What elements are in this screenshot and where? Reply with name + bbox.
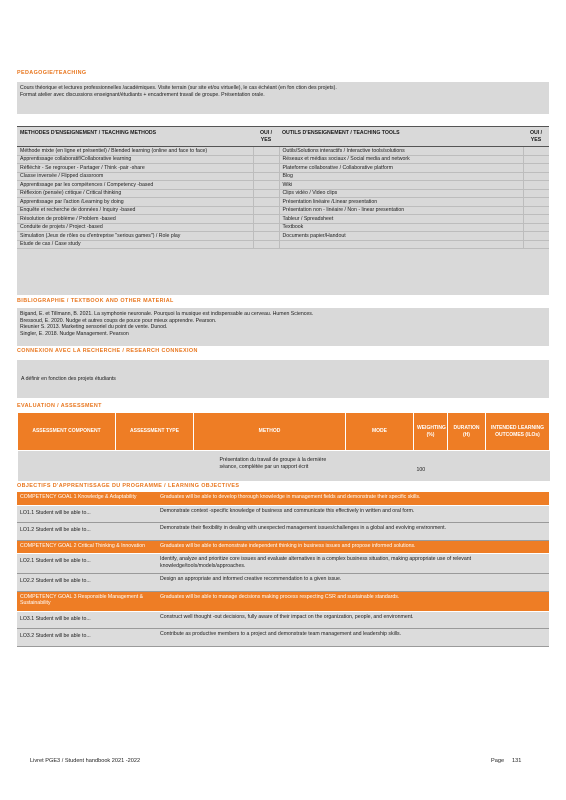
- learning-outcome-text: Construct well thought -out decisions, fully aware of their impact on the organization, people, and environment.: [157, 611, 549, 629]
- mode-cell: [346, 451, 414, 481]
- method-checkbox[interactable]: [253, 164, 279, 173]
- methods-header: METHODES D'ENSEIGNEMENT / TEACHING METHODS: [17, 127, 253, 147]
- tools-header: OUTILS D'ENSEIGNEMENT / TEACHING TOOLS: [279, 127, 523, 147]
- methods-row: [17, 215, 549, 224]
- tool-cell: Blog: [279, 172, 523, 181]
- learning-outcome-row: [17, 611, 549, 629]
- research-title: CONNEXION AVEC LA RECHERCHE / RESEARCH CONNEXION: [17, 348, 198, 354]
- tool-checkbox[interactable]: [523, 164, 549, 173]
- tools-yes-header: OUI / YES: [523, 127, 549, 147]
- learning-outcome-code: LO1.2 Student will be able to...: [17, 523, 157, 541]
- duration-header: DURATION (H): [448, 413, 486, 451]
- duration-cell: [448, 451, 486, 481]
- tool-checkbox[interactable]: [523, 189, 549, 198]
- method-checkbox[interactable]: [253, 189, 279, 198]
- method-cell: Réfléchir - Se regrouper - Partager / Think -pair -share: [17, 164, 253, 173]
- bibliography-line: Singler, E. 2018. Nudge Management. Pearson: [20, 330, 129, 337]
- tool-cell: [279, 240, 523, 249]
- component-header: ASSESSMENT COMPONENT: [18, 413, 116, 451]
- learning-outcome-row: [17, 505, 549, 523]
- methods-header-row: [17, 127, 549, 147]
- bibliography-box: [17, 308, 549, 346]
- learning-outcome-text: Contribute as productive members to a project and demonstrate team management and leadership skills.: [157, 629, 549, 647]
- tool-cell: Plateforme collaborative / Collaborative platform: [279, 164, 523, 173]
- methods-row: [17, 147, 549, 156]
- learning-outcome-row: [17, 574, 549, 592]
- competency-statement: Graduates will be able to demonstrate independent thinking in business issues and propose informed solutions.: [157, 540, 549, 554]
- competency-goal-row: [17, 492, 549, 505]
- method-checkbox[interactable]: [253, 147, 279, 156]
- method-checkbox[interactable]: [253, 198, 279, 207]
- tool-cell: Réseaux et médias sociaux / Social media and network: [279, 155, 523, 164]
- learning-outcome-row: [17, 629, 549, 647]
- methods-row: [17, 164, 549, 173]
- method-cell: Apprentissage par les compétences / Competency -based: [17, 181, 253, 190]
- method-checkbox[interactable]: [253, 155, 279, 164]
- objectives-table: [17, 492, 549, 647]
- methods-row: [17, 181, 549, 190]
- method-checkbox[interactable]: [253, 206, 279, 215]
- tool-checkbox[interactable]: [523, 223, 549, 232]
- objectives-table-wrap: [17, 492, 549, 647]
- competency-statement: Graduates will be able to manage decisions making process respecting CSR and sustainable standards.: [157, 591, 549, 611]
- methods-row: [17, 155, 549, 164]
- tool-checkbox[interactable]: [523, 147, 549, 156]
- method-cell: Conduite de projets / Project -based: [17, 223, 253, 232]
- tool-checkbox[interactable]: [523, 198, 549, 207]
- tool-cell: Textbook: [279, 223, 523, 232]
- type-header: ASSESSMENT TYPE: [116, 413, 194, 451]
- bibliography-line: Bigand, E. et Tillmann, B. 2021. La symphonie neuronale. Pourquoi la musique est indispensable au cerveau. Humen Sciences.: [20, 311, 314, 317]
- weighting-cell: 100: [414, 451, 448, 481]
- methods-table: [17, 126, 549, 249]
- method-checkbox[interactable]: [253, 172, 279, 181]
- weighting-header: WEIGHTING (%): [414, 413, 448, 451]
- methods-row: [17, 206, 549, 215]
- competency-goal-row: [17, 591, 549, 611]
- evaluation-table-wrap: [17, 412, 549, 481]
- method-cell: Méthode mixte (en ligne et présentiel) / Blended learning (online and face to face): [17, 147, 253, 156]
- outcomes-cell: [486, 451, 550, 481]
- tool-checkbox[interactable]: [523, 181, 549, 190]
- learning-outcome-code: LO2.2 Student will be able to...: [17, 574, 157, 592]
- learning-outcome-code: LO3.2 Student will be able to...: [17, 629, 157, 647]
- research-box: [17, 360, 549, 398]
- pedagogy-text-2: Format atelier avec discussions enseignant/étudiants + encadrement travail de groupe. Présentation orale.: [20, 91, 265, 98]
- competency-goal: COMPETENCY GOAL 3 Responsible Management & Sustainability: [17, 591, 157, 611]
- method-checkbox[interactable]: [253, 240, 279, 249]
- learning-outcome-row: [17, 554, 549, 574]
- method-cell: Enquête et recherche de données / Inquiry -based: [17, 206, 253, 215]
- learning-outcome-text: Design an appropriate and informed creative recommendation to a given issue.: [157, 574, 549, 592]
- bibliography-line: Rieunier S. 2013. Marketing sensoriel du point de vente. Dunod.: [20, 324, 168, 330]
- method-cell: Réflexion (pensée) critique / Critical thinking: [17, 189, 253, 198]
- tool-cell: Présentation linéaire /Linear presentation: [279, 198, 523, 207]
- footer-page-number: 131: [512, 758, 522, 764]
- pedagogy-text-1: Cours théorique et lectures professionnelles /académiques. Visite terrain (sur site et/ou virtuelle), le cas échéant (en fon ction des projets).: [20, 85, 337, 91]
- method-cell: Présentation du travail de groupe à la dernière séance, complétée par un rapport écrit: [194, 451, 346, 481]
- learning-outcome-text: Demonstrate context -specific knowledge of business and communicate this effectively in written and oral form.: [157, 505, 549, 523]
- evaluation-row: [18, 451, 550, 481]
- bibliography-title: BIBLIOGRAPHIE / TEXTBOOK AND OTHER MATERIAL: [17, 298, 174, 304]
- tool-checkbox[interactable]: [523, 155, 549, 164]
- methods-row: [17, 189, 549, 198]
- tool-cell: Clips vidéo / Video clips: [279, 189, 523, 198]
- objectives-title: OBJECTIFS D'APPRENTISSAGE DU PROGRAMME / LEARNING OBJECTIVES: [17, 483, 240, 489]
- mode-header: MODE: [346, 413, 414, 451]
- methods-row: [17, 223, 549, 232]
- tool-cell: Tableur / Spreadsheet: [279, 215, 523, 224]
- competency-goal: COMPETENCY GOAL 2 Critical Thinking & Innovation: [17, 540, 157, 554]
- methods-row: [17, 232, 549, 241]
- method-cell: Simulation (Jeux de rôles ou d'entreprise "serious games") / Role play: [17, 232, 253, 241]
- learning-outcome-code: LO3.1 Student will be able to...: [17, 611, 157, 629]
- tool-checkbox[interactable]: [523, 215, 549, 224]
- method-header: METHOD: [194, 413, 346, 451]
- bibliography-line: Bressoud, E. 2020. Nudge et autres coups de pouce pour mieux apprendre. Pearson.: [20, 317, 217, 324]
- method-checkbox[interactable]: [253, 223, 279, 232]
- method-cell: Etude de cas / Case study: [17, 240, 253, 249]
- method-cell: Apprentissage collaboratif/Collaborative learning: [17, 155, 253, 164]
- tool-checkbox[interactable]: [523, 232, 549, 241]
- methods-table-box: [17, 126, 549, 295]
- method-checkbox[interactable]: [253, 232, 279, 241]
- evaluation-title: EVALUATION / ASSESSMENT: [17, 403, 102, 409]
- pedagogy-title: PEDAGOGIE/TEACHING: [17, 70, 87, 76]
- evaluation-header-row: [18, 413, 550, 451]
- footer-page-label: Page: [491, 758, 505, 764]
- component-cell: [18, 451, 116, 481]
- methods-yes-header: OUI / YES: [253, 127, 279, 147]
- method-cell: Classe inversée / Flipped classroom: [17, 172, 253, 181]
- method-checkbox[interactable]: [253, 215, 279, 224]
- type-cell: [116, 451, 194, 481]
- tool-cell: Documents papier/Handout: [279, 232, 523, 241]
- competency-statement: Graduates will be able to develop thorough knowledge in management fields and demonstrate their specific skills.: [157, 492, 549, 505]
- footer-handbook: Livret PGE3 / Student handbook 2021 -2022: [30, 758, 141, 764]
- method-cell: Apprentissage par l'action /Learning by doing: [17, 198, 253, 207]
- evaluation-table: [17, 412, 550, 481]
- competency-goal: COMPETENCY GOAL 1 Knowledge & Adaptability: [17, 492, 157, 505]
- outcomes-header: INTENDED LEARNING OUTCOMES (ILOs): [486, 413, 550, 451]
- learning-outcome-row: [17, 523, 549, 541]
- competency-goal-row: [17, 540, 549, 554]
- research-text: A définir en fonction des projets étudiants: [21, 376, 116, 382]
- tool-cell: Outils/Solutions interactifs / Interactive tools/solutions: [279, 147, 523, 156]
- learning-outcome-text: Demonstrate their flexibility in dealing with unexpected management issues/challenges in a global and evolving environment.: [157, 523, 549, 541]
- tool-checkbox[interactable]: [523, 172, 549, 181]
- tool-cell: Présentation non - linéaire / Non - linear presentation: [279, 206, 523, 215]
- methods-row: [17, 172, 549, 181]
- methods-row: [17, 240, 549, 249]
- learning-outcome-text: Identify, analyze and prioritize core issues and evaluate alternatives in a complex business situation, making appropriate use of relevant knowledge/tools/models/approaches.: [157, 554, 549, 574]
- learning-outcome-code: LO2.1 Student will be able to...: [17, 554, 157, 574]
- pedagogy-box: [17, 82, 549, 114]
- method-cell: Résolution de problème / Problem -based: [17, 215, 253, 224]
- tool-checkbox[interactable]: [523, 240, 549, 249]
- method-checkbox[interactable]: [253, 181, 279, 190]
- learning-outcome-code: LO1.1 Student will be able to...: [17, 505, 157, 523]
- tool-cell: Wiki: [279, 181, 523, 190]
- tool-checkbox[interactable]: [523, 206, 549, 215]
- methods-row: [17, 198, 549, 207]
